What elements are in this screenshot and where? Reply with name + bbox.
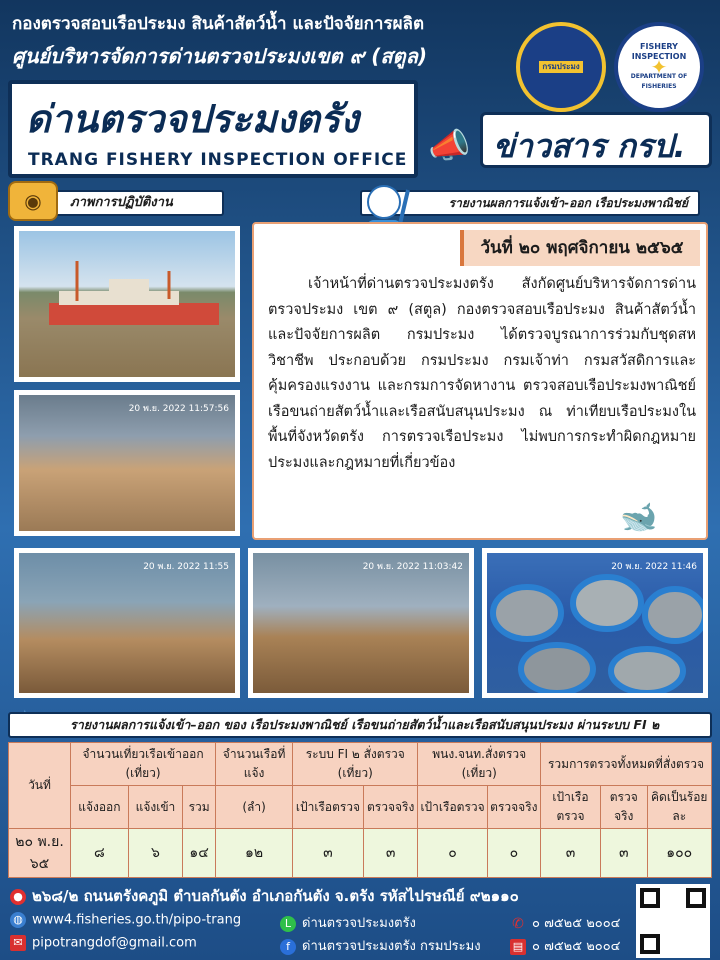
header-date: วันที่ [9,743,71,829]
footer-address [10,884,519,908]
photo-officers-meeting [248,548,474,698]
photo-inspection-crew [14,548,240,698]
photo-fish-baskets [482,548,708,698]
qr-corner [640,888,660,908]
header-boats: จำนวนเรือที่แจ้ง [216,743,293,786]
globe-icon: ◍ [10,912,26,928]
phone-icon: ✆ [512,915,524,932]
header-trips: จำนวนเที่ยวเรือเข้าออก (เที่ยว) [71,743,216,786]
article-date: วันที่ ๒๐ พฤศจิกายน ๒๕๖๕ [460,230,700,266]
cell-in: ๖ [128,829,182,878]
sub-pn-target: เป้าเรือตรวจ [418,786,487,829]
office-title-en: TRANG FISHERY INSPECTION OFFICE [28,150,408,170]
location-pin-icon: ● [10,889,26,905]
fishery-inspection-logo [614,22,704,112]
photo-fishing-boat [14,226,240,382]
dof-seal-logo [516,22,606,112]
logo2-top-label: FISHERY INSPECTION [631,42,687,61]
sub-total-actual: ตรวจจริง [601,786,648,829]
photo-timestamp: 20 พ.ย. 2022 11:55 [143,562,229,572]
header-total: รวมการตรวจทั้งหมดที่สั่งตรวจ [540,743,711,786]
email-link[interactable]: pipotrangdof@gmail.com [32,935,197,951]
news-banner [480,112,712,168]
sub-pn-actual: ตรวจจริง [487,786,540,829]
cell-sum: ๑๔ [183,829,216,878]
qr-code[interactable] [636,884,710,958]
table-row [9,829,712,878]
footer-website[interactable] [10,912,241,928]
qr-corner [640,934,660,954]
footer-phone[interactable] [510,912,621,933]
logo1-label: กรมประมง [539,61,582,73]
line-text[interactable]: ด่านตรวจประมงตรัง [302,916,416,931]
footer-fax[interactable] [510,935,621,956]
line-app-icon: L [280,916,296,932]
sub-fi-actual: ตรวจจริง [363,786,418,829]
center-heading: ศูนย์บริหารจัดการด่านตรวจประมงเขต ๙ (สตูล) [12,44,427,68]
report-section-label: รายงานผลการแจ้งเข้า-ออก เรือประมงพาณิชย์ [360,190,700,216]
fax-text[interactable]: ๐ ๗๕๒๕ ๒๐๐๔ [532,939,621,954]
sub-total-target: เป้าเรือตรวจ [540,786,600,829]
table-subheader-row [9,786,712,829]
table-header-row [9,743,712,786]
footer-line[interactable] [280,912,416,933]
logo2-bottom-label: DEPARTMENT OF FISHERIES [630,73,688,90]
sub-sum: รวม [183,786,216,829]
photos-section-label: ภาพการปฏิบัติงาน [38,190,224,216]
photo-timestamp: 20 พ.ย. 2022 11:03:42 [362,562,463,572]
article-box [252,222,708,540]
facebook-text[interactable]: ด่านตรวจประมงตรัง กรมประมง [302,939,481,954]
sub-percent: คิดเป็นร้อยละ [647,786,712,829]
sub-in: แจ้งเข้า [128,786,182,829]
photo-timestamp: 20 พ.ย. 2022 11:46 [611,562,697,572]
fax-icon: ▤ [510,939,526,955]
cell-fi-target: ๓ [293,829,364,878]
facebook-icon: f [280,939,296,955]
sub-unit: (ลำ) [216,786,293,829]
cell-percent: ๑๐๐ [647,829,712,878]
office-title-th: ด่านตรวจประมงตรัง [26,97,359,141]
cell-fi-actual: ๓ [363,829,418,878]
sub-fi-target: เป้าเรือตรวจ [293,786,364,829]
wings-icon: ✦ [650,55,668,79]
cell-out: ๘ [71,829,129,878]
division-heading: กองตรวจสอบเรือประมง สินค้าสัตว์น้ำ และปัจจัยการผลิต [12,14,425,34]
megaphone-icon: 📣 [428,126,471,166]
photo-timestamp: 20 พ.ย. 2022 11:57:56 [128,404,229,414]
cell-boats: ๑๒ [216,829,293,878]
whale-icon: 🐋 [620,500,658,535]
camera-icon: ◉ [8,181,58,221]
cell-pn-target: ๐ [418,829,487,878]
qr-corner [686,888,706,908]
photo-team-pier [14,390,240,536]
news-title: ข่าวสาร กรป. [493,127,686,165]
cell-total-target: ๓ [540,829,600,878]
header-officer: พนง.จนท.สั่งตรวจ (เที่ยว) [418,743,541,786]
cell-date: ๒๐ พ.ย. ๖๕ [9,829,71,878]
table-caption: รายงานผลการแจ้งเข้า–ออก ของ เรือประมงพาณิชย์ เรือขนถ่ายสัตว์น้ำและเรือสนับสนุนประมง ผ่านระบบ FI ๒ [8,712,712,738]
sub-out: แจ้งออก [71,786,129,829]
article-body: เจ้าหน้าที่ด่านตรวจประมงตรัง สังกัดศูนย์บริหารจัดการด่านตรวจประมง เขต ๙ (สตูล) กองตรวจสอบเรือประมง สินค้าสัตว์น้ำ และปัจจัยการผลิต กรมประมง ได้ตรวจบูรณาการร่วมกับชุดสหวิชาชีพ ประกอบด้วย กรมประมง กรมเจ้าท่า กรมสวัสดิการและคุ้มครองแรงงาน และกรมการจัดหางาน ตรวจสอบเรือประมงพาณิชย์ เรือขนถ่ายสัตว์น้ำและเรือสนับสนุนประมง ณ ท่าเทียบเรือประมงในพื้นที่จังหวัดตรัง การตรวจเรือประมง ไม่พบการกระทำผิดกฎหมายประมงและกฎหมายที่เกี่ยวข้อง [268,276,696,471]
cell-total-actual: ๓ [601,829,648,878]
website-link[interactable]: www4.fisheries.go.th/pipo-trang [32,912,242,928]
address-text: ๒๖๘/๒ ถนนตรังคภูมิ ตำบลกันตัง อำเภอกันตัง จ.ตรัง รหัสไปรษณีย์ ๙๒๑๑๐ [32,887,519,905]
office-title-box [8,80,418,178]
report-table [8,742,712,878]
phone-text[interactable]: ๐ ๗๕๒๕ ๒๐๐๔ [532,916,621,931]
footer-facebook[interactable] [280,935,481,956]
mail-icon: ✉ [10,935,26,951]
cell-pn-actual: ๐ [487,829,540,878]
footer-email[interactable] [10,935,197,951]
header-fi2: ระบบ FI ๒ สั่งตรวจ (เที่ยว) [293,743,418,786]
